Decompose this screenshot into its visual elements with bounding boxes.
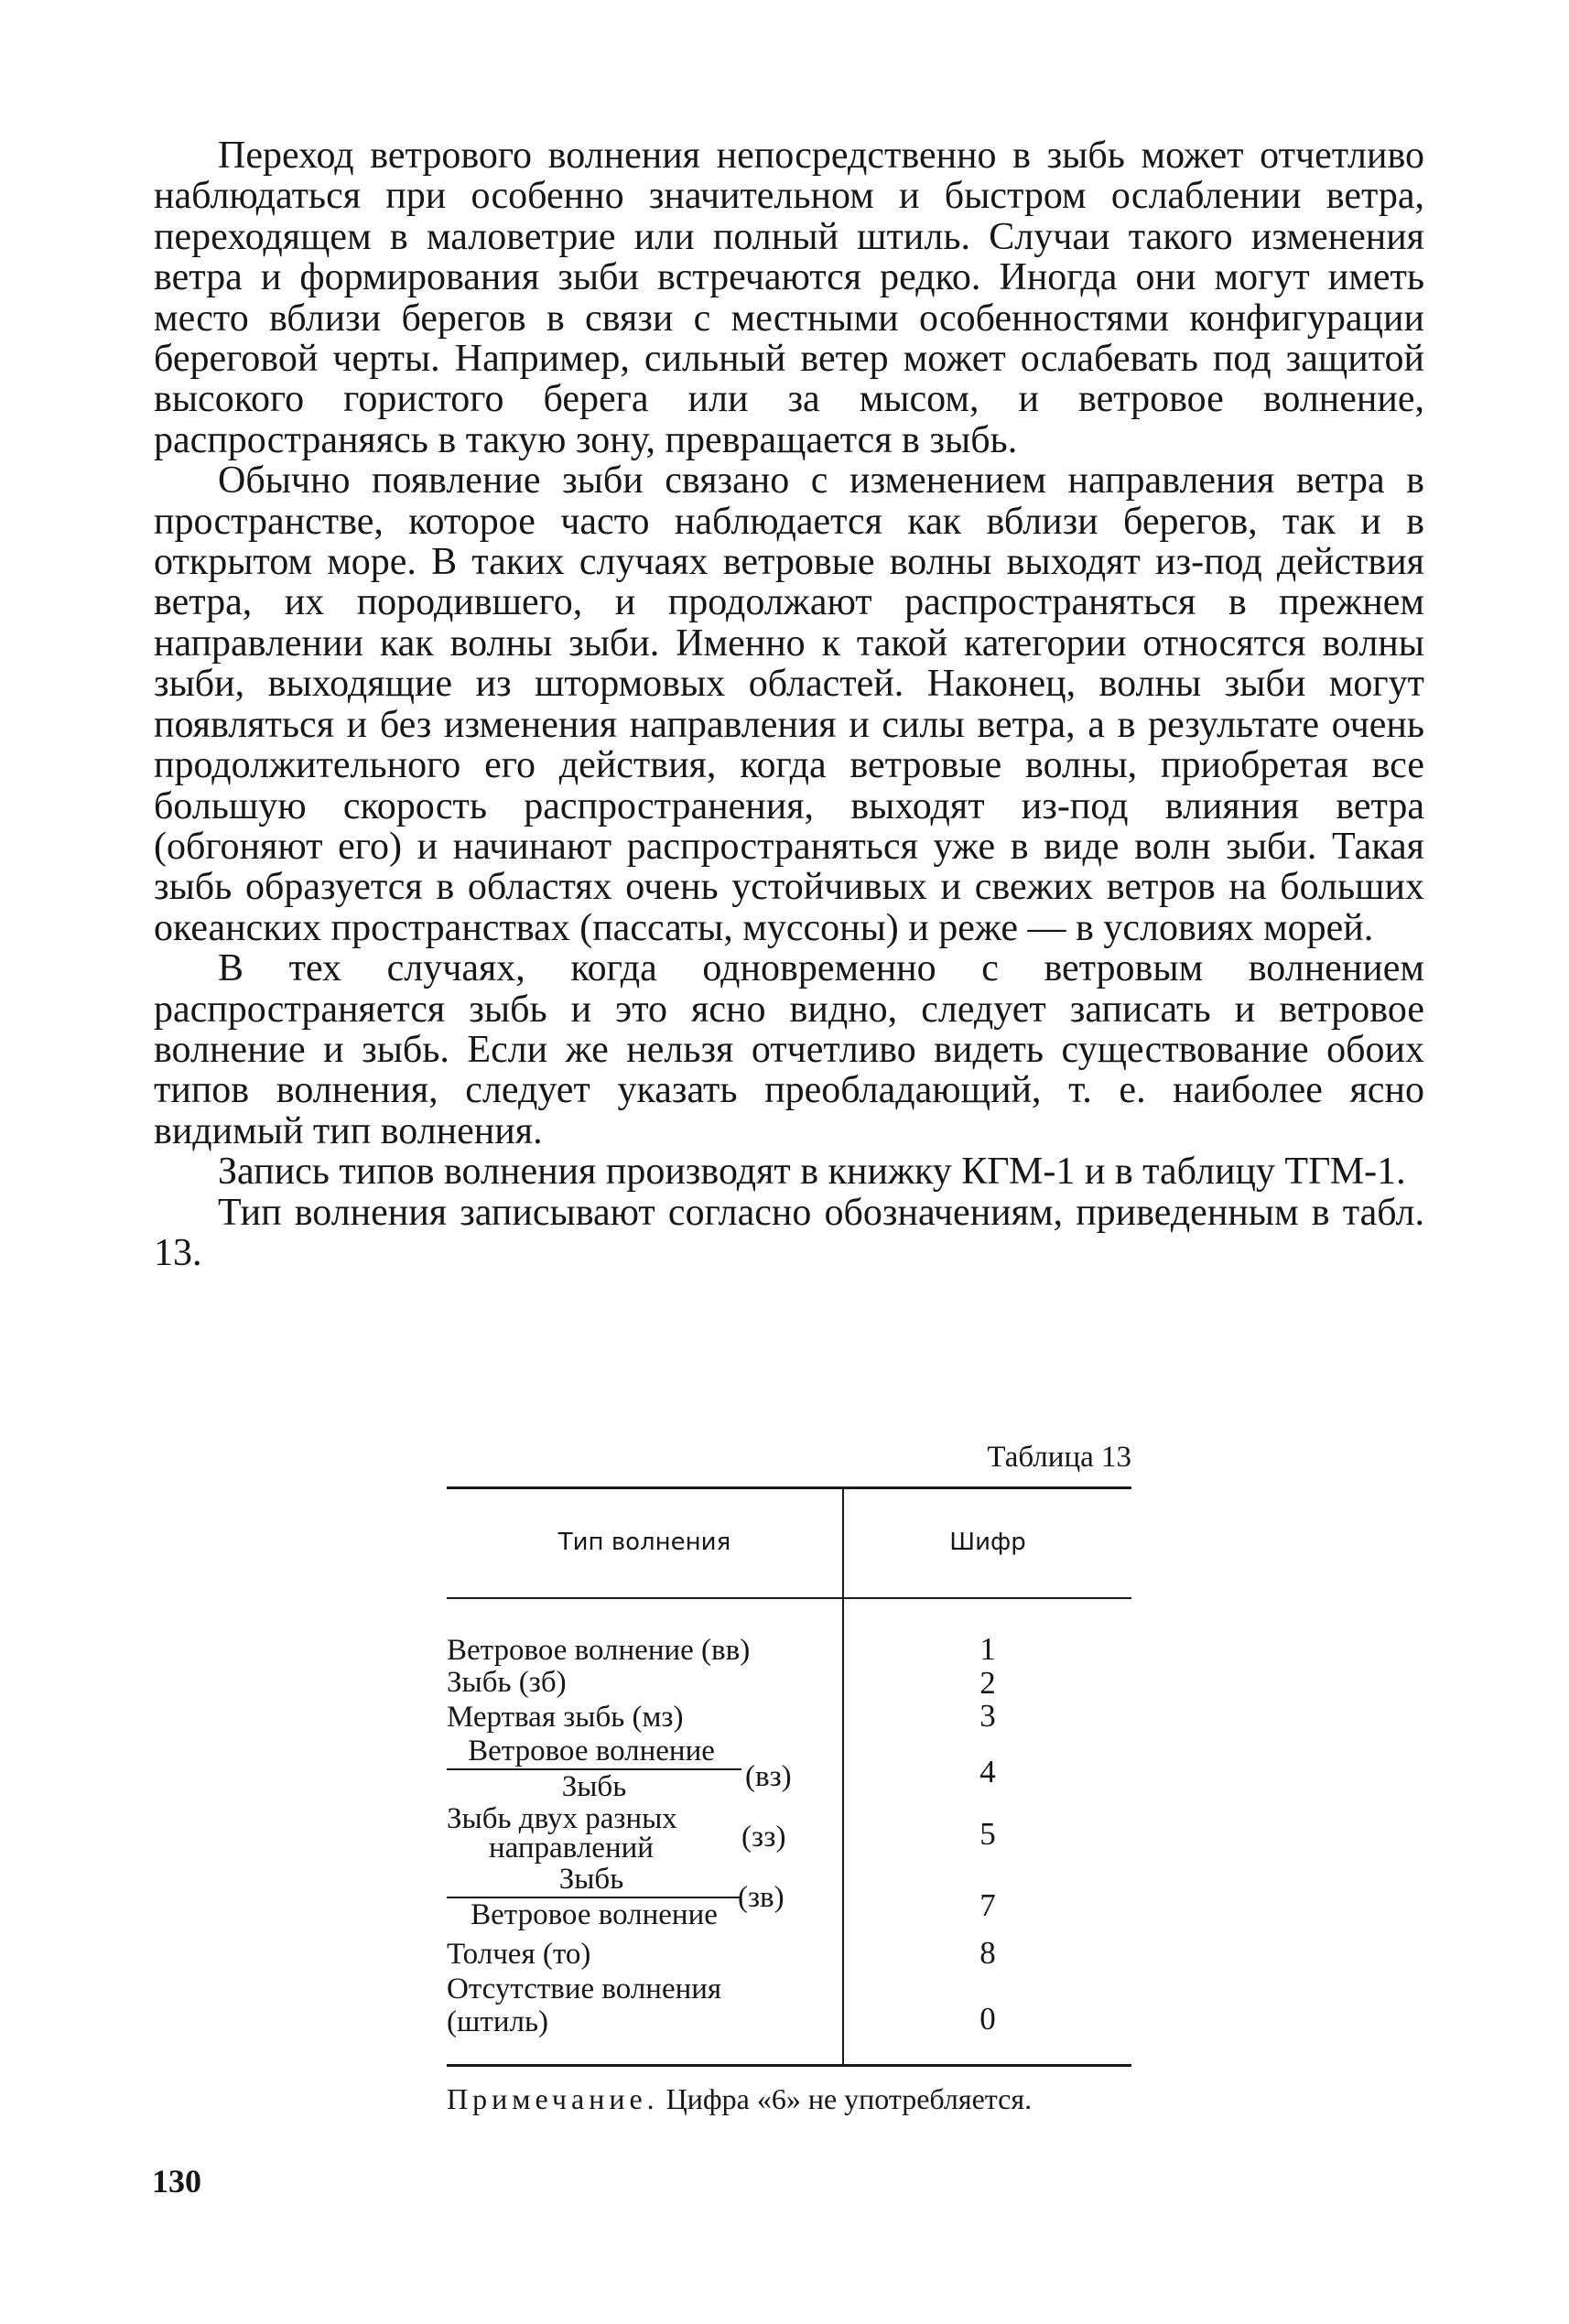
header-divider: [447, 1597, 1131, 1599]
fraction-denominator: Ветровое волнение: [471, 1898, 718, 1931]
fraction-denominator: Зыбь: [561, 1770, 627, 1803]
row-code: 2: [979, 1665, 996, 1701]
row-name-line2: направлений: [489, 1832, 654, 1865]
row-code: 4: [979, 1754, 996, 1789]
note-label: Примечание.: [447, 2082, 659, 2115]
paragraph: В тех случаях, когда одновременно с ветровым волнением распространяется зыбь и это ясно видно, следует записать и ветровое волнение и зыбь. Если же нельзя отчетливо видеть существование обоих типов волнения, следует указать преобладающий, т. е. наиболее ясно видимый тип волнения.: [154, 947, 1424, 1152]
row-fraction: [447, 1865, 741, 1930]
row-code: 7: [979, 1887, 996, 1923]
row-abbr: (вз): [745, 1760, 792, 1793]
row-name: Зыбь (зб): [447, 1666, 567, 1699]
wave-type-table: [447, 1486, 1131, 2067]
table-caption: Таблица 13: [987, 1441, 1131, 1474]
row-name: Толчея (то): [447, 1938, 591, 1971]
row-code: 1: [979, 1631, 996, 1667]
row-fraction: [447, 1736, 741, 1802]
note-text: Цифра «6» не употребляется.: [665, 2082, 1033, 2115]
row-name: Мертвая зыбь (мз): [447, 1701, 684, 1734]
paragraph: Запись типов волнения производят в книжку КГМ-1 и в таблицу ТГМ-1.: [218, 1151, 1406, 1194]
row-name-line1: Зыбь двух разных: [447, 1802, 677, 1835]
row-code: 0: [979, 2001, 996, 2037]
row-abbr: (зз): [741, 1821, 786, 1854]
fraction-numerator: Ветровое волнение: [447, 1736, 741, 1770]
row-code: 3: [979, 1698, 996, 1734]
header-code: Шифр: [949, 1529, 1026, 1556]
paragraph: Тип волнения записывают согласно обозначениям, приведенным в табл. 13.: [154, 1191, 1424, 1274]
row-name-line1: Отсутствие волнения: [447, 1973, 722, 2005]
row-abbr: (зв): [738, 1881, 784, 1914]
page-number: 130: [152, 2163, 201, 2200]
table-note: [447, 2080, 1142, 2118]
paragraph: Обычно появление зыби связано с изменением направления ветра в пространстве, которое часто наблюдается как вблизи берегов, так и в открытом море. В таких случаях ветровые волны выходят из-под действия ветра, их породившего, и продолжают распространяться в прежнем направлении как волны зыби. Именно к такой категории относятся волны зыби, выходящие из штормовых областей. Наконец, волны зыби могут появляться и без изменения направления и силы ветра, а в результате очень продолжительного его действия, когда ветровые волны, приобретая все большую скорость распространения, выходят из-под влияния ветра (обгоняют его) и начинают распространяться уже в виде волн зыби. Такая зыбь образуется в областях очень устойчивых и свежих ветров на больших океанских пространствах (пассаты, муссоны) и реже — в условиях морей.: [154, 459, 1424, 949]
paragraph: Переход ветрового волнения непосредственно в зыбь может отчетливо наблюдаться при особенно значительном и быстром ослаблении ветра, переходящем в маловетрие или полный штиль. Случаи такого изменения ветра и формирования зыби встречаются редко. Иногда они могут иметь место вблизи берегов в связи с местными особенностями конфигурации береговой черты. Например, сильный ветер может ослабевать под защитой высокого гористого берега или за мысом, и ветровое волнение, распространяясь в такую зону, превращается в зыбь.: [154, 135, 1424, 461]
row-name-line2: (штиль): [447, 2005, 548, 2038]
fraction-numerator: Зыбь: [447, 1865, 741, 1898]
header-wave-type: Тип волнения: [557, 1529, 731, 1556]
row-code: 5: [979, 1816, 996, 1852]
row-name: Ветровое волнение (вв): [447, 1634, 751, 1667]
row-code: 8: [979, 1935, 996, 1971]
body-text: [154, 135, 1424, 1273]
